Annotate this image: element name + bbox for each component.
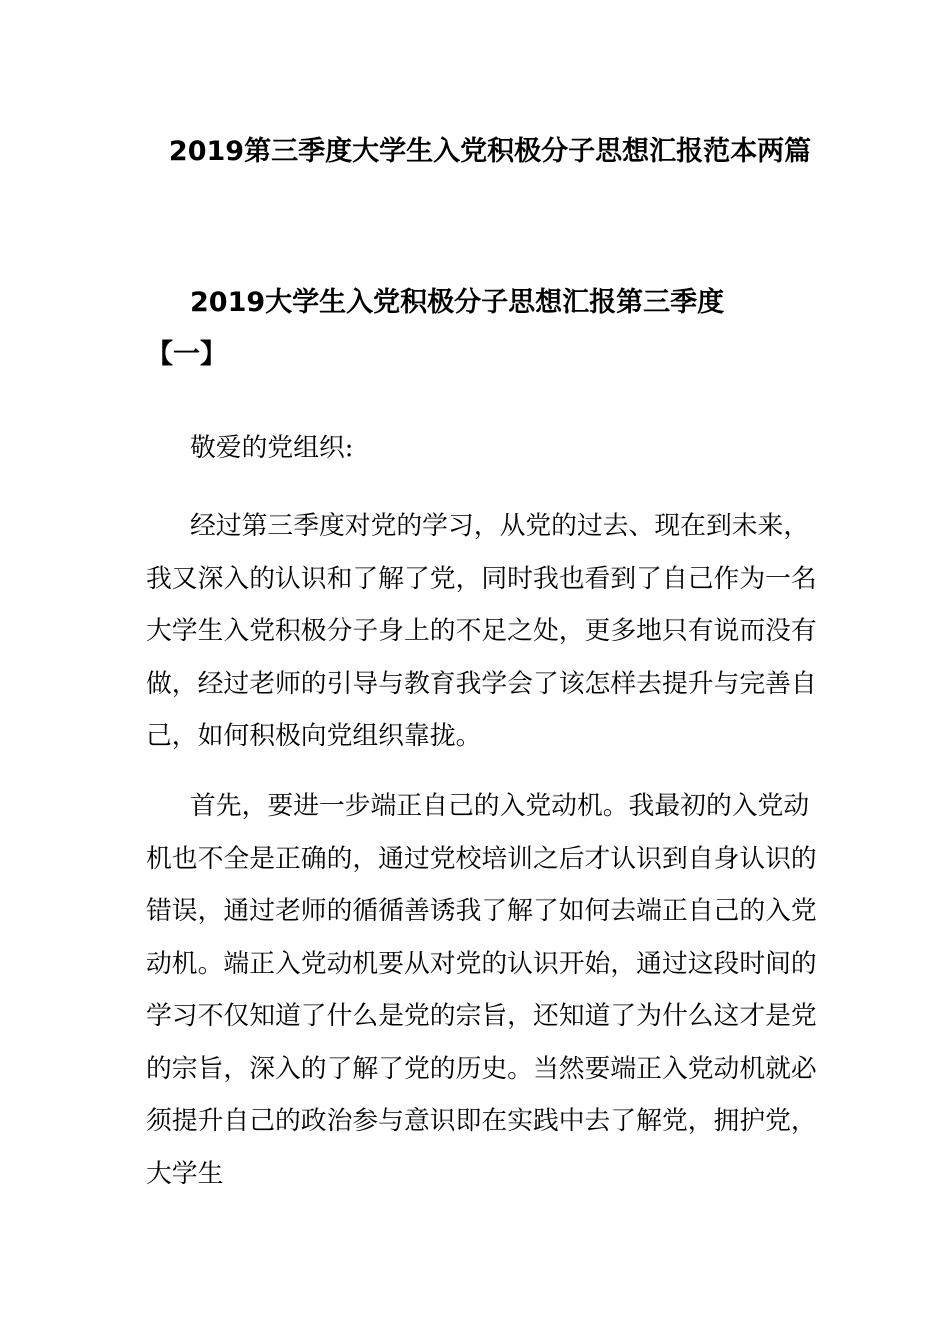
- salutation: 敬爱的党组织:: [190, 433, 354, 463]
- section-heading-line1: 2019大学生入党积极分子思想汇报第三季度: [190, 287, 725, 318]
- paragraph-1: 经过第三季度对党的学习，从党的过去、现在到未来，我又深入的认识和了解了党，同时我也看到了自己作为一名大学生入党积极分子身上的不足之处，更多地只有说而没有做，经过老师的引导与教育我学会了该怎样去提升与完善自己，如何积极向党组织靠拢。: [146, 511, 817, 751]
- section-heading-line2: 【一】: [146, 339, 227, 370]
- document-title: 2019第三季度大学生入党积极分子思想汇报范本两篇: [168, 136, 812, 167]
- paragraph-2: 首先，要进一步端正自己的入党动机。我最初的入党动机也不全是正确的，通过党校培训之后才认识到自身认识的错误，通过老师的循循善诱我了解了如何去端正自己的入党动机。端正入党动机要从对党的认识开始，通过这段时间的学习不仅知道了什么是党的宗旨，还知道了为什么这才是党的宗旨，深入的了解了党的历史。当然要端正入党动机就必须提升自己的政治参与意识即在实践中去了解党，拥护党，大学生: [146, 791, 817, 1189]
- section-heading: [146, 277, 806, 381]
